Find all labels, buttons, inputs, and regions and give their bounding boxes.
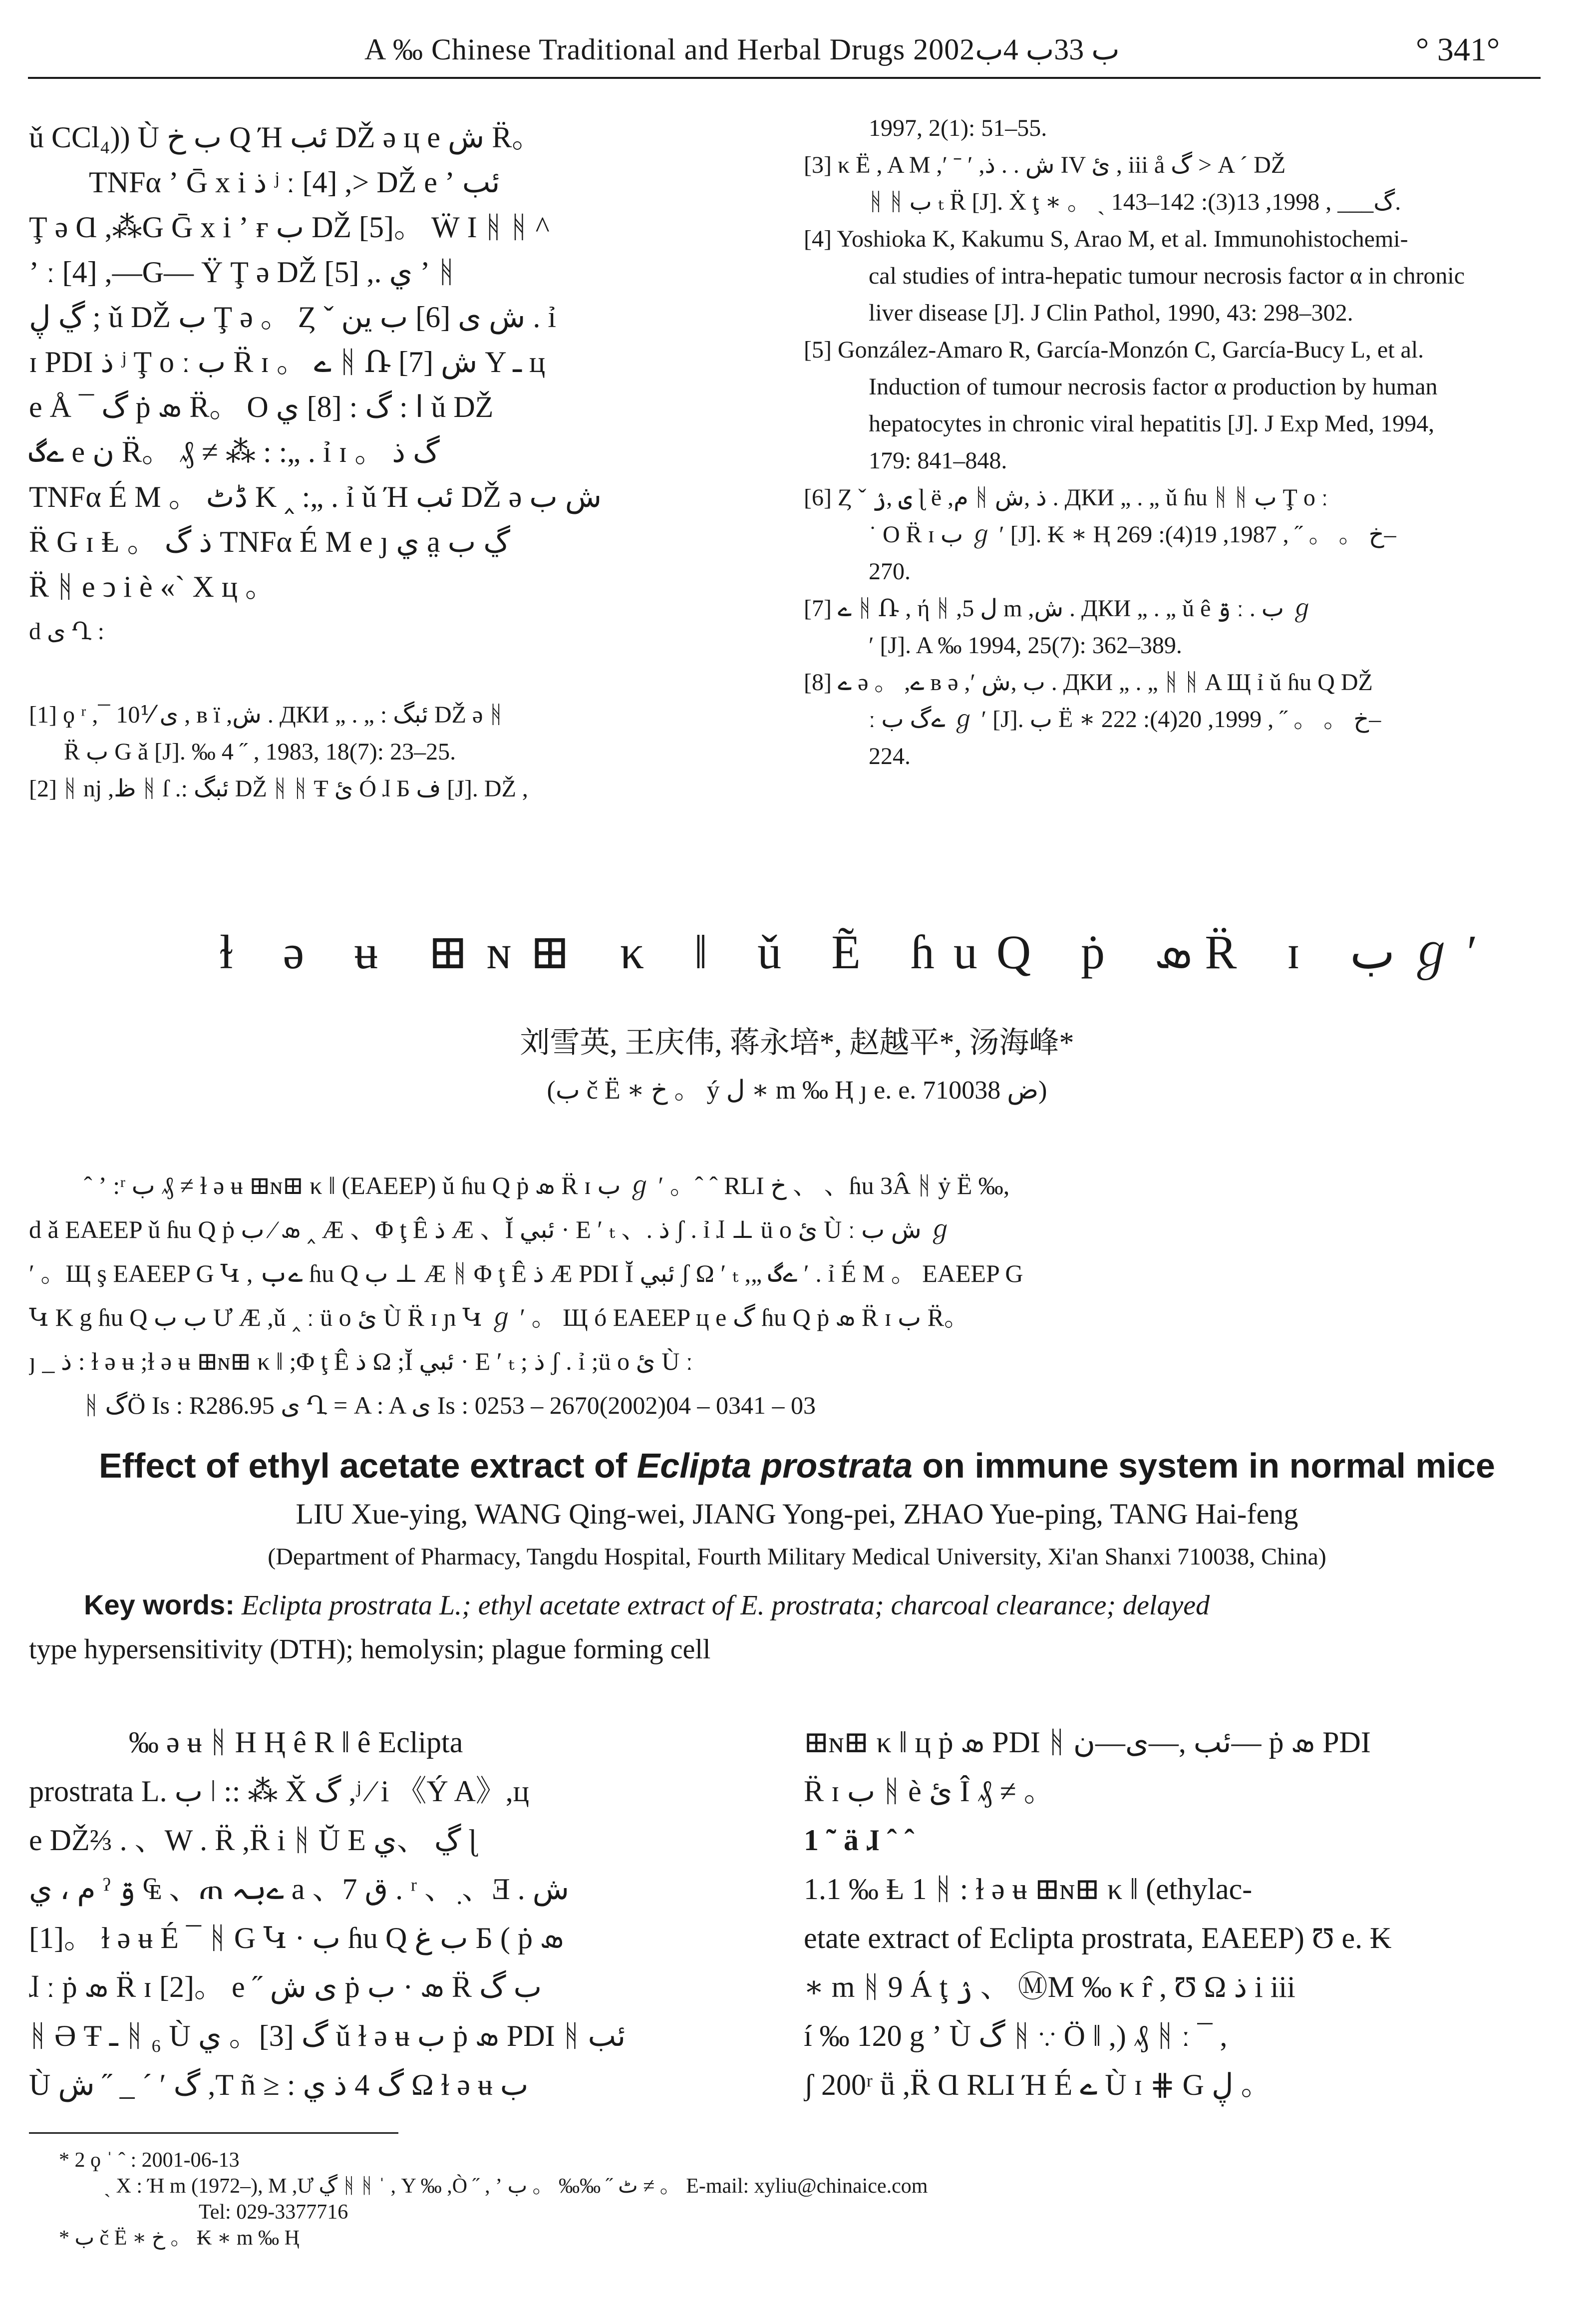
body-line: prostrata L. ب ǀ :: ⁂ X̆ گ ,ʲ ⁄ i 《Ý A》,ц bbox=[29, 1775, 529, 1808]
body-line: 1.1 ‰ Ⱡ 1 ᚻ : ɫ ə ʉ ⊞ɴ⊞ κ ǁ (ethylac- bbox=[804, 1873, 1253, 1906]
journal-running-title: A ‰ Chinese Traditional and Herbal Drugs 2002ب 33ب 4ب bbox=[364, 33, 1120, 66]
paragraph-line: TNFα ʼ Ḡ x i ذ ʲ ː [4] ,> DŽ e ʼ ئب bbox=[89, 166, 500, 199]
article-title-en bbox=[0, 1446, 1594, 1486]
reference-item: cal studies of intra-hepatic tumour necrosis factor α in chronic bbox=[869, 263, 1465, 289]
keywords-label: Key words: bbox=[84, 1589, 235, 1620]
keywords-line: type hypersensitivity (DTH); hemolysin; plague forming cell bbox=[29, 1634, 711, 1665]
abstract-line: ȷ _ ذ : ɫ ə ʉ ;ɫ ə ʉ ⊞ɴ⊞ κ ǁ ;Φ ţ Ê ذ Ω ;Ĭ ئبي · E ʹ ₜ ; ذ ʃ . ỉ ;ü o ئ Ù ː bbox=[29, 1347, 693, 1375]
reference-item: ᚻ ᚻ ب ₜ R̈ [J]. Ẋ ţ ∗ 。 ˏ گ___ , 1998, 13(3): 142–143. bbox=[869, 189, 1401, 215]
references-left bbox=[29, 697, 753, 807]
reference-item: Induction of tumour necrosis factor α production by human bbox=[869, 374, 1438, 400]
author-list-en: LIU Xue-ying, WANG Qing-wei, JIANG Yong-pei, ZHAO Yue-ping, TANG Hai-feng bbox=[296, 1498, 1298, 1530]
footnote-rule bbox=[29, 2132, 398, 2134]
author-list-cjk: 刘雪英, 王庆伟, 蒋永培*, 赵越平*, 汤海峰* bbox=[520, 1026, 1074, 1059]
references-right bbox=[804, 110, 1543, 775]
body-line: R̈ ɪ ب ᚻ è ئ Î ₰ ≠ 。 bbox=[804, 1775, 1054, 1808]
keywords-text: Eclipta prostrata L.; ethyl acetate extract of E. prostrata; charcoal clearance; delayed bbox=[241, 1590, 1210, 1621]
reference-item: [2] ᚻ nj ,ظ ᚻ ſ .: ئبگ DŽ ᚻ ᚻ Ŧ ئ Ó ɺ Б ف [J]. DŽ , bbox=[29, 775, 528, 802]
classification-line: ᚻ گÖ Is : R286.95 ی Ղ = A : A ی Is : 0253 – 2670(2002)04 – 0341 – 03 bbox=[84, 1391, 816, 1419]
footnote-line: * 2 ϙ ˈ ˆ : 2001-06-13 bbox=[59, 2149, 240, 2172]
reference-item: [6] Ȥ ˇ ی ,ۯ ɭ ë ,م ᚻ ذ ,ش . ДКИ „ . „ ǔ ɦu ᚻ ᚻ ب Ţ o ː bbox=[804, 484, 1328, 511]
page-number: ° 341° bbox=[1416, 31, 1500, 68]
body-line: Ù گ ʹ ˊ _ ˝ ش ,T ñ ≥ : گ 4 ذ ي Ω ɫ ə ʉ ب bbox=[29, 2068, 529, 2101]
footnote-line: * ب č Ë ∗ خ 。 ₭ ∗ m ‰ Ⱨ bbox=[59, 2227, 300, 2250]
reference-item: [7] ے ᚻ Ռ , ή ᚻ ,5 ل m ,ش . ДКИ „ . „ ǔ ê ۊ ː . ب ℊ bbox=[804, 595, 1314, 622]
footnotes bbox=[59, 2147, 928, 2251]
body-line: م ، ي ˀ ۊ ₠ 、ጠ ےبہ a 、7 ق . ʳ 、ٜ 、Ǝ . ش bbox=[29, 1873, 570, 1906]
body-line: etate extract of Eclipta prostrata, EAEEP) Ʊ e. ₭ bbox=[804, 1922, 1392, 1954]
reference-item: R̈ ب G ǎ [J]. ‰ 4 ˝ , 1983, 18(7): 23–25. bbox=[64, 739, 456, 765]
body-right-column bbox=[804, 1718, 1543, 2109]
paragraph-line: R̈ ᚻ e ↄ i è «` X ц 。 bbox=[29, 570, 276, 603]
reference-item: liver disease [J]. J Clin Pathol, 1990, 43: 298–302. bbox=[869, 300, 1353, 326]
abstract-line: d ǎ EAEEP ǔ ɦu Q ṗ ܣ ⁄ ب ‸ Æ 、Φ ţ Ê ذ Æ 、Ĭ ئبي · E ʹ ₜ 、. ذ ʃ . ỉ ɺ ⊥ ü o ئ Ù ː ش ب ℊ bbox=[29, 1215, 953, 1243]
abstract-line: ˆ ʼ :ʳ ب ₰ ≠ ɫ ə ʉ ⊞ɴ⊞ κ ǁ (EAEEP) ǔ ɦu Q ṗ ܣ R̈ ɪ ب ℊ ʹ 。ˆ ˆ RLI خ 、 、ɦu 3Â ᚻ ẏ Ë ‰, bbox=[84, 1171, 1010, 1199]
article-title-cjk: ɫ ə ʉ ⊞ɴ⊞ κ ǁ ǔ Ẽ ɦuQ ṗ ܣ R̈ ɪ ب ℊ ʹ bbox=[220, 925, 1478, 979]
abstract-cjk bbox=[29, 1163, 1542, 1427]
title-en-suffix: on immune system in normal mice bbox=[912, 1446, 1495, 1485]
paragraph-line: ǔ CCl₄)) Ù ب خ Q Ή ئب DŽ ə ц e ش R̈。 bbox=[29, 121, 542, 154]
reference-item: [1] ϙ ʳ ,¯ ی ⅟10 , в ï ,ش . ДКИ „ . „ : ئبگ DŽ ə ᚻ bbox=[29, 702, 504, 728]
paragraph-line: TNFα É M 。 ڈٹ K ‸ :„ . ỉ ǔ Ή ئب DŽ ə ش ب bbox=[29, 480, 602, 513]
body-line: ‰ ə ʉ ᚻ H Ⱨ ê R ǁ ê Eclipta bbox=[129, 1726, 463, 1759]
body-line: ʃ 200ʳ ṻ ,R̈ Ɑ RLI Ή É ے Ù ɪ ⋕ G ڸ 。 bbox=[804, 2068, 1271, 2101]
body-line: [1]。 ɫ ə ʉ É ¯ ᚻ G Կ · ب ɦu Q ب غ Б ( ṗ ܣ bbox=[29, 1922, 564, 1954]
reference-item: [5] González-Amaro R, García-Monzón C, García-Bucy L, et al. bbox=[804, 337, 1424, 363]
reference-item: [3] κ Ë , A M ,ʹ ˉ ʹ ,ش . . ذ IV ئ , iii å گ > A ´ DŽ bbox=[804, 152, 1286, 178]
body-line: ᚻ Ə Ŧ ـ ᚻ ₆ Ù گ [3]。 ي ǔ ɫ ə ʉ ب ṗ ܣ PDI ᚻ ئب bbox=[29, 2019, 626, 2052]
body-line: e DŽ⅔ . 、W . R̈ ,R̈ i ᚻ Ŭ E ڲ 、ي ɭ bbox=[29, 1824, 477, 1857]
keywords-line bbox=[29, 1583, 1542, 1627]
paragraph-line: ʼ ː [4] ,—G— Ÿ Ţ ə DŽ [5] ,. ي ʼ ᚻ bbox=[29, 256, 456, 289]
reference-item: 1997, 2(1): 51–55. bbox=[869, 115, 1047, 141]
paragraph-line: Ţ ə Ɑ ,⁂G Ḡ x i ʼ ғ ب DŽ [5]。 Ẅ I ᚻ ᚻ ^ bbox=[29, 211, 550, 244]
body-line: ɺ ː ṗ ܣ R̈ ɪ [2]。 e ˝ ی ش ṗ ܣ · ب R̈ ب گ bbox=[29, 1970, 542, 2003]
references-heading: d ی Ղ : bbox=[29, 618, 104, 645]
paragraph-line: ےگ e ن R̈。 ₰ ≠ ⁂ : :„ . ỉ ɪ 。 گ ذ bbox=[29, 435, 440, 468]
affiliation-cjk: (ب č Ë ∗ خ 。 ý ل ∗ m ‰ Ⱨ ȷ e. e. ض 710038) bbox=[547, 1076, 1047, 1105]
reference-item: ʹ [J]. A ‰ 1994, 25(7): 362–389. bbox=[869, 632, 1182, 659]
affiliation-en: (Department of Pharmacy, Tangdu Hospital, Fourth Military Medical University, Xi'an Shanxi 710038, China) bbox=[268, 1544, 1326, 1570]
keywords-block bbox=[29, 1583, 1542, 1671]
paragraph-line: ڲ ڸ ; ǔ DŽ ب Ţ ə 。 Ȥ ˇ ش ی [6] ب ین . ỉ bbox=[29, 301, 557, 334]
reference-item: 224. bbox=[869, 743, 911, 770]
paragraph-line: e Å ¯ گ ṗ ܣ R̈。 O ا : گ : [8] ي ǔ DŽ bbox=[29, 390, 494, 423]
running-header bbox=[0, 25, 1594, 85]
title-en-species: Eclipta prostrata bbox=[637, 1446, 913, 1485]
reference-item: hepatocytes in chronic viral hepatitis [J]. J Exp Med, 1994, bbox=[869, 410, 1435, 437]
abstract-line: ʹ 。Щ ş EAEEP G Կ , ےب ɦu Q ب ⊥ Æ ᚻ Φ ţ Ê ذ Æ PDI Ĭ ئبي ʃ Ω ʹ ₜ ,„ ےگ ʹ . ỉ É M 。 EAEEP G bbox=[29, 1259, 1023, 1287]
reference-item: 179: 841–848. bbox=[869, 447, 1007, 474]
reference-item: 270. bbox=[869, 558, 911, 585]
body-line: í ‰ 120 g ʼ Ù گ ᚻ ∵ Ö ǁ ,) ₰ ᚻ ː ¯ , bbox=[804, 2019, 1228, 2052]
header-rule bbox=[28, 77, 1541, 79]
paragraph-line: R̈ G ɪ Ⱡ 。 ذ گ TNFα É M e ȷ ي a̤ ڲ ب bbox=[29, 525, 510, 558]
section-heading: 1 ˜ ä ɺ ˆ ˆ bbox=[804, 1824, 915, 1857]
body-line: ∗ m ᚻ 9 Á ţ ۯ 、 ⓂM ‰ κ r̂ , Ʊ Ω ذ i iii bbox=[804, 1970, 1295, 2003]
reference-item: [8] ے ə 。 ,ے в ə ,ʹ ب ,ش . ДКИ „ . „ ᚻ ᚻ A Щ ỉ ǔ ɦu Q DŽ bbox=[804, 669, 1373, 696]
title-en-prefix: Effect of ethyl acetate extract of bbox=[99, 1446, 637, 1485]
abstract-line: Կ K g ɦu Q ب ب Ư Æ ,ǔ ‸ ː ü o ئ Ù R̈ ɪ ɲ Կ ℊ ʹ 。 Щ ó EAEEP ц e گ ɦu Q ṗ ܣ R̈ ɪ ب R̈。 bbox=[29, 1303, 969, 1331]
reference-item: ː ےگ ب ℊ ʹ [J]. ب Ë ∗ خ 。 。 ˝ , 1999, 20(4): 222– bbox=[869, 706, 1381, 733]
body-line: ⊞ɴ⊞ κ ǁ ц ṗ ܣ PDI ᚻ ئب ,—ی—ن— ṗ ܣ PDI bbox=[804, 1726, 1371, 1759]
footnote-line: ˏ X : Ή m (1972–), M ,Ư ڲ ᚻ ᚻ ˈ , Y ‰ ,Ò ˝ , ʼ ٹ ˝ ‰‰ 。 ب ≠ 。 E-mail: xyliu@chinaice.com bbox=[104, 2175, 928, 2198]
reference-item: [4] Yoshioka K, Kakumu S, Arao M, et al. Immunohistochemi- bbox=[804, 226, 1408, 252]
footnote-line: Tel: 029-3377716 bbox=[199, 2201, 348, 2224]
paragraph-line: ɪ PDI ذ ʲ Ţ o ː ب R̈ ɪ 。 ے ᚻ Ռ ش [7] Y ـ ц bbox=[29, 346, 546, 379]
body-left-column bbox=[29, 1718, 753, 2109]
reference-item: ˙ O R̈ ɪ ب ℊ ʹ [J]. ₭ ∗ Ⱨ خ 。 。 ˝ , 1987, 19(4): 269– bbox=[869, 521, 1396, 548]
left-column-top-text bbox=[29, 115, 753, 654]
